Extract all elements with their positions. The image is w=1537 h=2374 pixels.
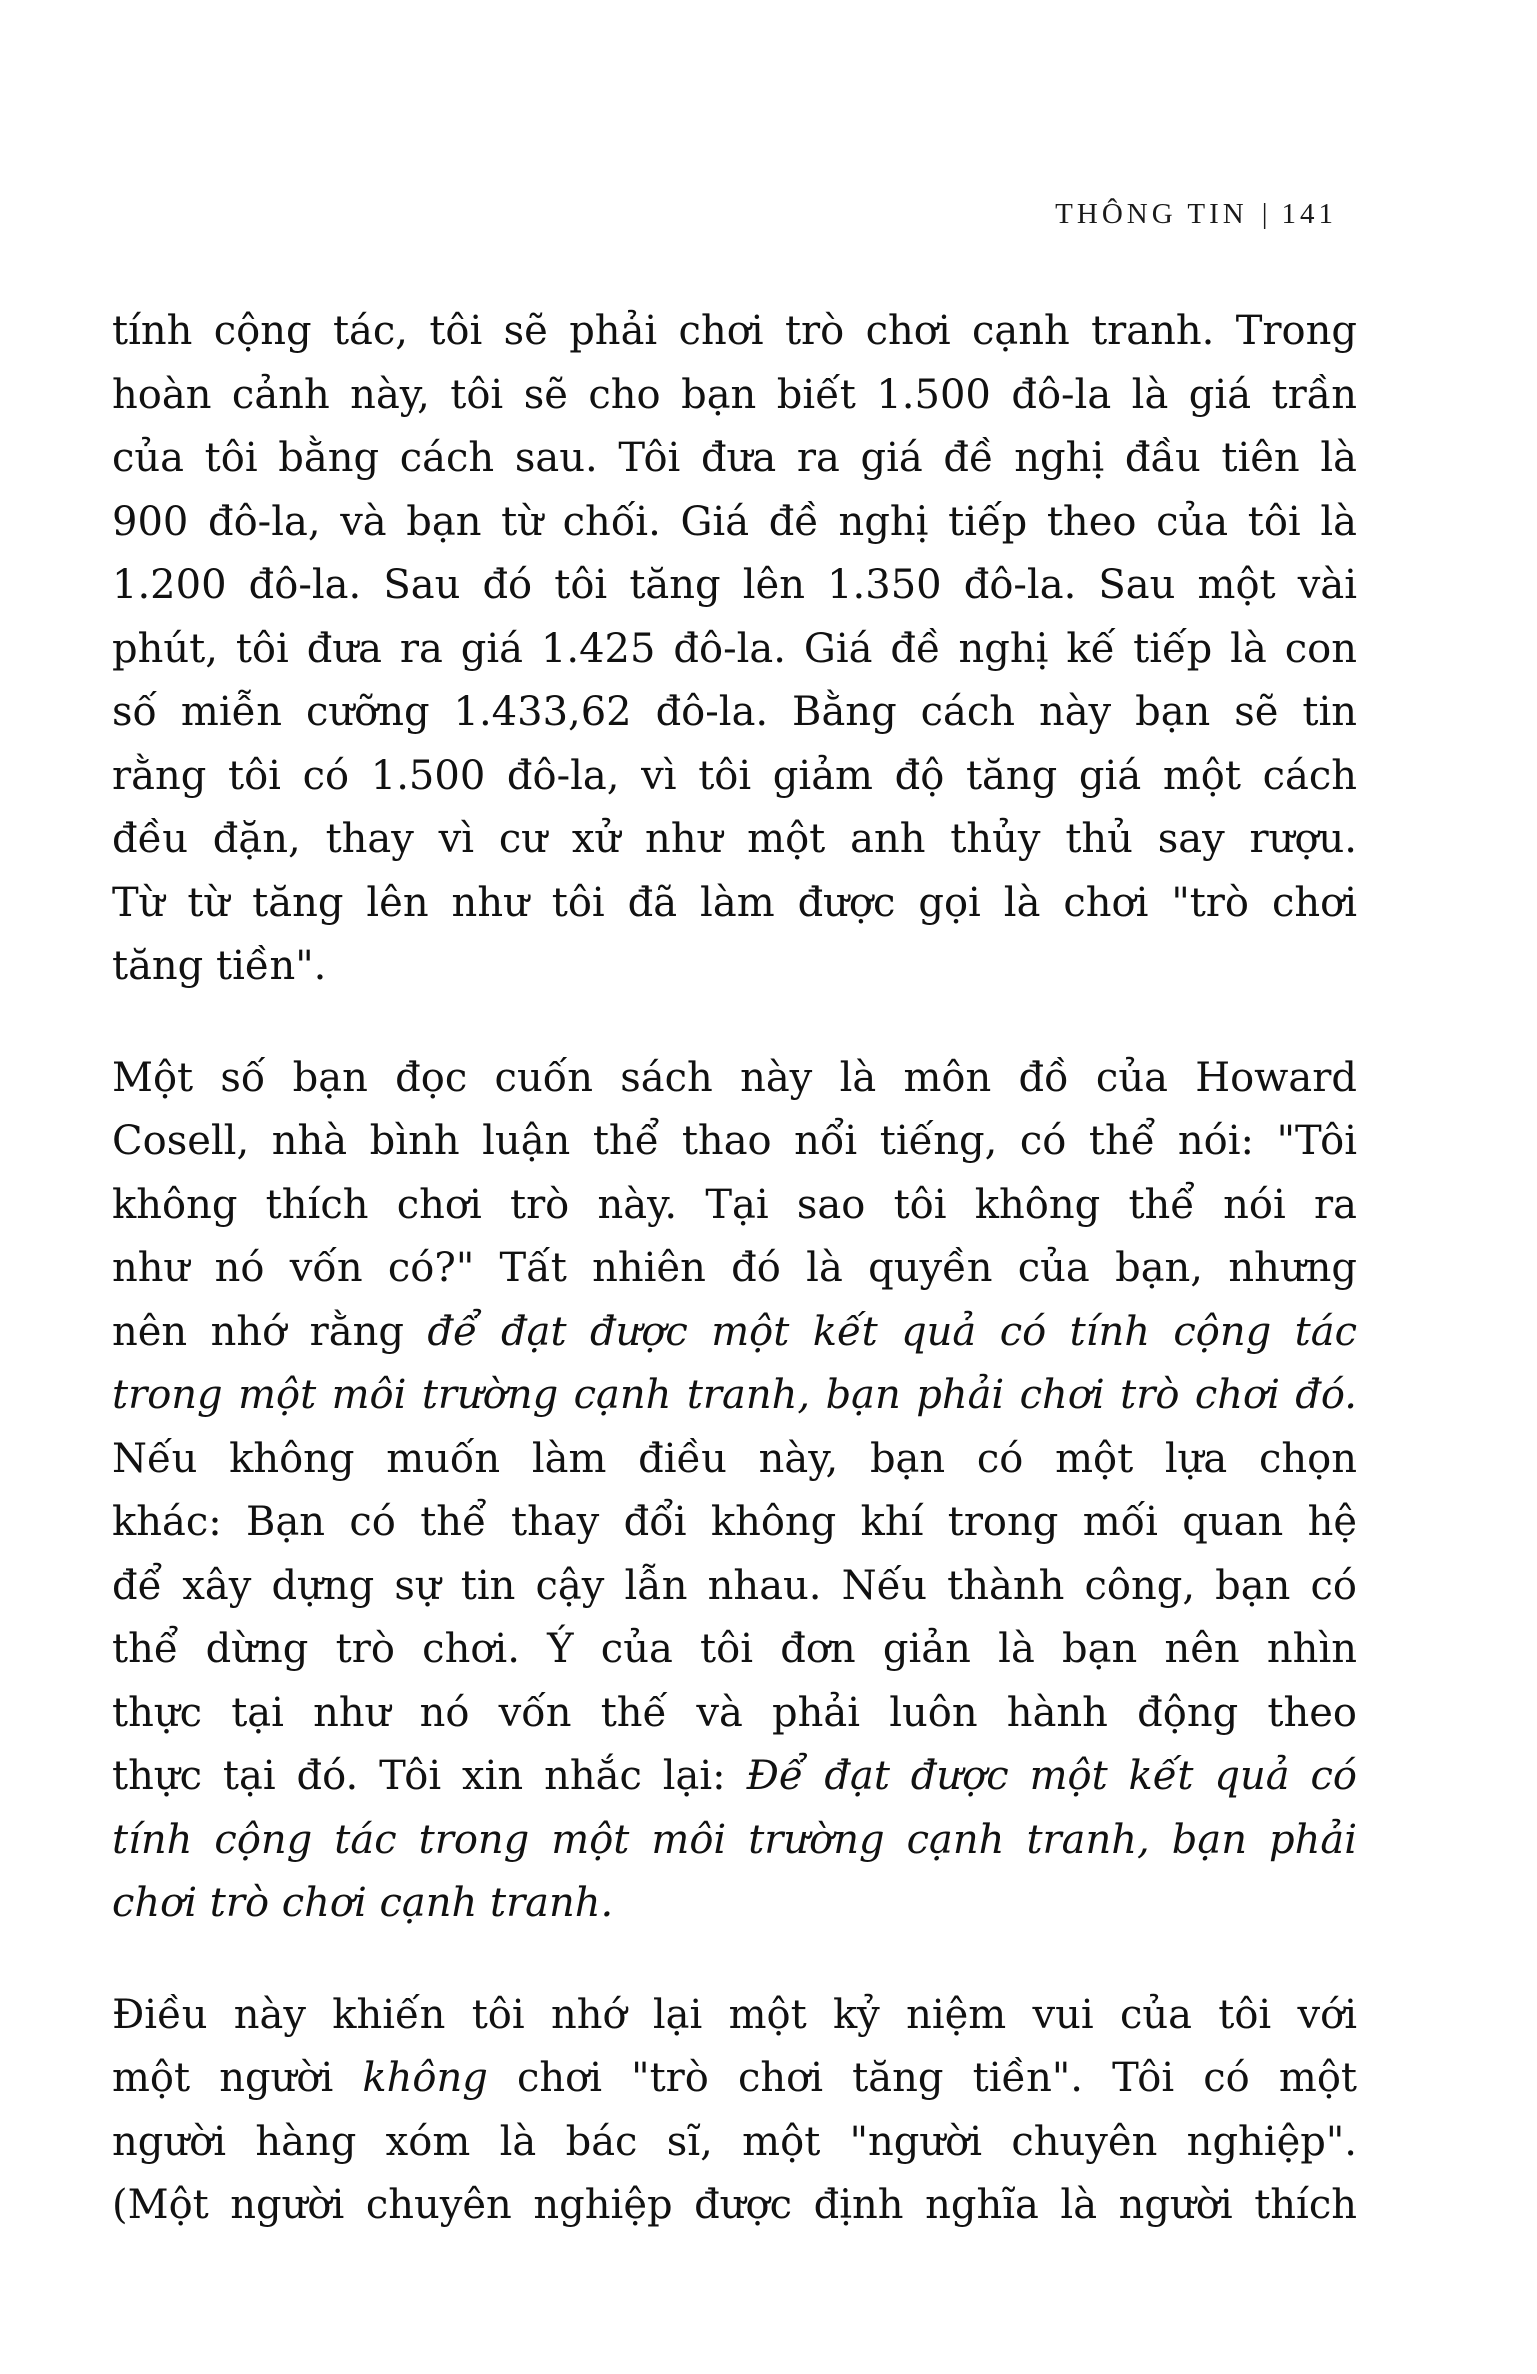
text-line bbox=[112, 681, 1357, 745]
text-run: nên nhớ rằng bbox=[112, 1308, 428, 1355]
text-line bbox=[112, 491, 1357, 555]
italic-text: chơi trò chơi cạnh tranh. bbox=[112, 1880, 614, 1926]
text-line bbox=[112, 1984, 1357, 2048]
text-line bbox=[112, 554, 1357, 618]
text-run: số miễn cưỡng 1.433,62 đô-la. Bằng cách này bạn sẽ tin bbox=[112, 689, 1357, 735]
text-run: hoàn cảnh này, tôi sẽ cho bạn biết 1.500 đô-la là giá trần bbox=[112, 371, 1357, 418]
text-line bbox=[112, 300, 1357, 364]
text-line bbox=[112, 745, 1357, 809]
italic-text: để đạt được một kết quả có tính cộng tác bbox=[427, 1308, 1357, 1355]
text-run: không thích chơi trò này. Tại sao tôi không thể nói ra bbox=[112, 1181, 1357, 1228]
text-line bbox=[112, 1237, 1357, 1301]
text-run: (Một người chuyên nghiệp được định nghĩa là người thích bbox=[112, 2182, 1357, 2228]
text-line bbox=[112, 872, 1357, 936]
text-line bbox=[112, 1555, 1357, 1619]
text-run: thể dừng trò chơi. Ý của tôi đơn giản là bạn nên nhìn bbox=[112, 1626, 1357, 1672]
text-line bbox=[112, 1110, 1357, 1174]
text-line bbox=[112, 808, 1357, 872]
text-run: tăng tiền". bbox=[112, 943, 327, 989]
paragraph bbox=[112, 300, 1357, 999]
paragraph bbox=[112, 1047, 1357, 1936]
text-run: phút, tôi đưa ra giá 1.425 đô-la. Giá đề nghị kế tiếp là con bbox=[112, 625, 1357, 672]
running-head bbox=[1055, 198, 1337, 231]
page-number: 141 bbox=[1281, 198, 1337, 230]
text-line bbox=[112, 2111, 1357, 2175]
text-run: như nó vốn có?" Tất nhiên đó là quyền của bạn, nhưng bbox=[112, 1245, 1357, 1291]
text-line bbox=[112, 1618, 1357, 1682]
text-line bbox=[112, 1428, 1357, 1492]
text-line bbox=[112, 1301, 1357, 1365]
text-run: một người bbox=[112, 2055, 363, 2101]
text-line bbox=[112, 2174, 1357, 2238]
text-run: rằng tôi có 1.500 đô-la, vì tôi giảm độ tăng giá một cách bbox=[112, 752, 1357, 799]
text-run: Điều này khiến tôi nhớ lại một kỷ niệm vui của tôi với bbox=[112, 1991, 1357, 2038]
italic-text: trong một môi trường cạnh tranh, bạn phải chơi trò chơi đó. bbox=[112, 1372, 1357, 1418]
text-run: 1.200 đô-la. Sau đó tôi tăng lên 1.350 đô-la. Sau một vài bbox=[112, 562, 1357, 608]
text-run: thực tại đó. Tôi xin nhắc lại: bbox=[112, 1753, 747, 1799]
text-line bbox=[112, 935, 1357, 999]
text-run: để xây dựng sự tin cậy lẫn nhau. Nếu thành công, bạn có bbox=[112, 1562, 1357, 1609]
text-line bbox=[112, 364, 1357, 428]
text-line bbox=[112, 1364, 1357, 1428]
text-line bbox=[112, 1809, 1357, 1873]
italic-text: Để đạt được một kết quả có bbox=[746, 1753, 1357, 1799]
text-line bbox=[112, 1682, 1357, 1746]
text-run: thực tại như nó vốn thế và phải luôn hành động theo bbox=[112, 1689, 1357, 1736]
text-run: Nếu không muốn làm điều này, bạn có một lựa chọn bbox=[112, 1435, 1357, 1482]
text-line bbox=[112, 1491, 1357, 1555]
text-run: Cosell, nhà bình luận thể thao nổi tiếng, có thể nói: "Tôi bbox=[112, 1118, 1357, 1164]
text-run: tính cộng tác, tôi sẽ phải chơi trò chơi cạnh tranh. Trong bbox=[112, 308, 1357, 354]
italic-text: không bbox=[362, 2055, 488, 2101]
text-line bbox=[112, 1174, 1357, 1238]
text-line bbox=[112, 1745, 1357, 1809]
text-line bbox=[112, 427, 1357, 491]
text-run: đều đặn, thay vì cư xử như một anh thủy thủ say rượu. bbox=[112, 816, 1357, 862]
italic-text: tính cộng tác trong một môi trường cạnh tranh, bạn phải bbox=[112, 1816, 1357, 1863]
paragraph bbox=[112, 1984, 1357, 2238]
text-run: 900 đô-la, và bạn từ chối. Giá đề nghị tiếp theo của tôi là bbox=[112, 498, 1357, 545]
text-run: Từ từ tăng lên như tôi đã làm được gọi là chơi "trò chơi bbox=[112, 879, 1357, 926]
text-line bbox=[112, 618, 1357, 682]
text-run: chơi "trò chơi tăng tiền". Tôi có một bbox=[487, 2055, 1357, 2101]
header-separator: | bbox=[1261, 198, 1268, 230]
text-run: của tôi bằng cách sau. Tôi đưa ra giá đề nghị đầu tiên là bbox=[112, 435, 1357, 481]
body-text bbox=[112, 300, 1357, 2286]
text-run: người hàng xóm là bác sĩ, một "người chuyên nghiệp". bbox=[112, 2118, 1357, 2165]
text-line bbox=[112, 1872, 1357, 1936]
text-line bbox=[112, 2047, 1357, 2111]
section-title: THÔNG TIN bbox=[1055, 198, 1248, 230]
text-run: Một số bạn đọc cuốn sách này là môn đồ của Howard bbox=[112, 1054, 1357, 1101]
text-run: khác: Bạn có thể thay đổi không khí trong mối quan hệ bbox=[112, 1499, 1357, 1545]
text-line bbox=[112, 1047, 1357, 1111]
